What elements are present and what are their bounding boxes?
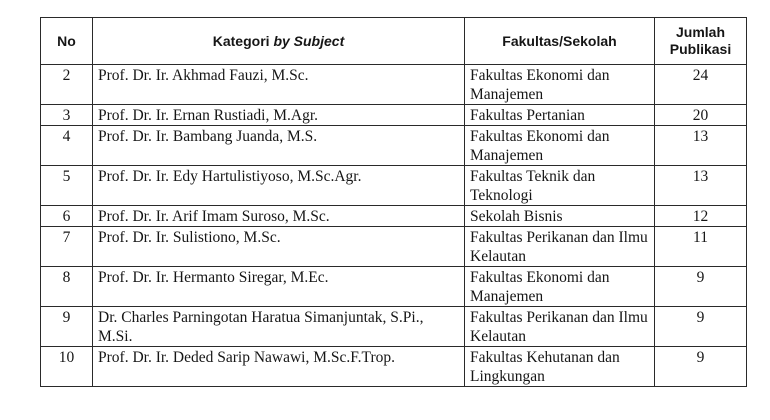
row-name: Prof. Dr. Ir. Sulistiono, M.Sc.	[93, 227, 465, 267]
table-row	[41, 267, 747, 307]
row-no: 2	[41, 65, 93, 105]
row-no: 6	[41, 206, 93, 227]
row-name: Dr. Charles Parningotan Haratua Simanjuntak, S.Pi., M.Si.	[93, 307, 465, 347]
table-row	[41, 126, 747, 166]
row-no: 5	[41, 166, 93, 206]
row-count: 9	[655, 347, 747, 387]
header-jumlah	[655, 18, 747, 65]
table-row	[41, 307, 747, 347]
row-faculty: Sekolah Bisnis	[465, 206, 655, 227]
table-row	[41, 227, 747, 267]
header-kategori-italic: by Subject	[273, 32, 345, 49]
row-no: 4	[41, 126, 93, 166]
header-publikasi-label: Publikasi	[669, 41, 732, 57]
row-faculty: Fakultas Kehutanan dan Lingkungan	[465, 347, 655, 387]
row-faculty: Fakultas Teknik dan Teknologi	[465, 166, 655, 206]
row-name: Prof. Dr. Ir. Edy Hartulistiyoso, M.Sc.Agr.	[93, 166, 465, 206]
header-kategori	[93, 18, 465, 65]
table-body	[41, 65, 747, 387]
header-no: No	[41, 18, 93, 65]
row-name: Prof. Dr. Ir. Hermanto Siregar, M.Ec.	[93, 267, 465, 307]
table-row	[41, 105, 747, 126]
row-faculty: Fakultas Ekonomi dan Manajemen	[465, 126, 655, 166]
header-row	[41, 18, 747, 65]
row-count: 9	[655, 267, 747, 307]
table-row	[41, 166, 747, 206]
row-count: 12	[655, 206, 747, 227]
row-count: 9	[655, 307, 747, 347]
row-name: Prof. Dr. Ir. Akhmad Fauzi, M.Sc.	[93, 65, 465, 105]
row-name: Prof. Dr. Ir. Bambang Juanda, M.S.	[93, 126, 465, 166]
row-count: 24	[655, 65, 747, 105]
row-count: 11	[655, 227, 747, 267]
table-row	[41, 65, 747, 105]
table-header	[41, 18, 747, 65]
row-faculty: Fakultas Pertanian	[465, 105, 655, 126]
table-row	[41, 206, 747, 227]
header-kategori-label: Kategori	[212, 32, 270, 49]
row-no: 7	[41, 227, 93, 267]
row-name: Prof. Dr. Ir. Arif Imam Suroso, M.Sc.	[93, 206, 465, 227]
row-faculty: Fakultas Ekonomi dan Manajemen	[465, 267, 655, 307]
row-faculty: Fakultas Perikanan dan Ilmu Kelautan	[465, 307, 655, 347]
row-no: 9	[41, 307, 93, 347]
row-count: 13	[655, 166, 747, 206]
header-fakultas: Fakultas/Sekolah	[465, 18, 655, 65]
table-row	[41, 347, 747, 387]
row-name: Prof. Dr. Ir. Ernan Rustiadi, M.Agr.	[93, 105, 465, 126]
row-no: 3	[41, 105, 93, 126]
row-no: 10	[41, 347, 93, 387]
publication-table	[40, 17, 747, 387]
row-count: 20	[655, 105, 747, 126]
row-faculty: Fakultas Ekonomi dan Manajemen	[465, 65, 655, 105]
row-name: Prof. Dr. Ir. Deded Sarip Nawawi, M.Sc.F.Trop.	[93, 347, 465, 387]
row-count: 13	[655, 126, 747, 166]
row-faculty: Fakultas Perikanan dan Ilmu Kelautan	[465, 227, 655, 267]
header-jumlah-label: Jumlah	[675, 24, 725, 40]
row-no: 8	[41, 267, 93, 307]
